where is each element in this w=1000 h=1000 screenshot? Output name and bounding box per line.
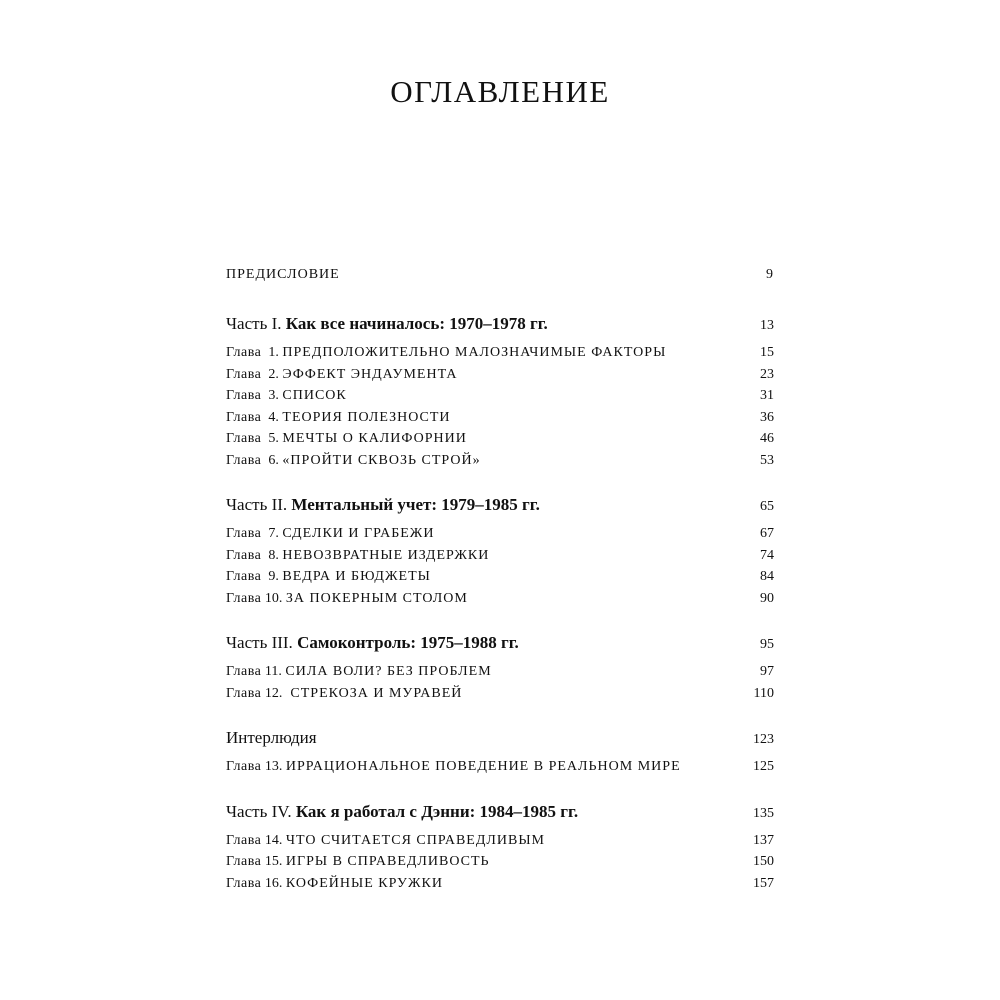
- chapter-word: Глава: [226, 366, 262, 382]
- chapter-heading: [226, 566, 431, 588]
- chapter-page-number: 31: [760, 388, 774, 403]
- chapter-title: ИРРАЦИОНАЛЬНОЕ ПОВЕДЕНИЕ В РЕАЛЬНОМ МИРЕ: [285, 759, 681, 774]
- chapter-heading: [226, 342, 666, 364]
- chapter-word: Глава: [226, 664, 262, 679]
- chapter-title: ПРЕДПОЛОЖИТЕЛЬНО МАЛОЗНАЧИМЫЕ ФАКТОРЫ: [282, 345, 667, 360]
- chapter-page-number: 97: [760, 664, 774, 679]
- toc-preface-entry[interactable]: [226, 264, 774, 286]
- chapter-word: Глава: [226, 854, 262, 869]
- chapter-title: «ПРОЙТИ СКВОЗЬ СТРОЙ»: [282, 452, 481, 468]
- chapter-page-number: 74: [760, 547, 774, 563]
- toc-chapter-entry[interactable]: [226, 407, 774, 429]
- chapter-title: СИЛА ВОЛИ? БЕЗ ПРОБЛЕМ: [285, 664, 492, 679]
- chapter-title: ЗА ПОКЕРНЫМ СТОЛОМ: [285, 590, 468, 606]
- chapter-heading: [226, 873, 443, 895]
- chapter-number: 12.: [264, 685, 283, 701]
- chapter-page-number: 23: [760, 366, 774, 382]
- chapter-number: 15.: [264, 854, 283, 869]
- chapter-heading: [226, 450, 481, 472]
- part-page-number: 95: [760, 637, 774, 652]
- chapter-heading: [226, 756, 681, 778]
- chapter-number: 13.: [264, 759, 283, 774]
- chapter-number: 8.: [264, 547, 279, 563]
- part-label: Часть III.: [226, 633, 293, 652]
- toc-chapter-entry[interactable]: [226, 661, 774, 683]
- chapter-heading: [226, 661, 492, 683]
- chapter-word: Глава: [226, 590, 262, 606]
- chapter-heading: [226, 830, 545, 852]
- toc-chapter-entry[interactable]: [226, 523, 774, 545]
- chapter-number: 2.: [264, 366, 279, 382]
- chapter-page-number: 36: [760, 409, 774, 425]
- chapter-word: Глава: [226, 569, 262, 584]
- toc-part-entry[interactable]: [226, 631, 774, 655]
- chapter-title: ИГРЫ В СПРАВЕДЛИВОСТЬ: [285, 854, 490, 869]
- chapter-page-number: 84: [760, 569, 774, 584]
- chapter-number: 5.: [264, 431, 279, 446]
- toc-part-entry[interactable]: [226, 493, 774, 517]
- chapter-heading: [226, 407, 451, 429]
- chapter-heading: [226, 545, 489, 567]
- chapter-word: Глава: [226, 547, 262, 563]
- page-title: ОГЛАВЛЕНИЕ: [390, 74, 610, 109]
- chapter-number: 11.: [264, 664, 282, 679]
- chapter-number: 10.: [264, 590, 283, 606]
- toc-chapter-entry[interactable]: [226, 851, 774, 873]
- part-page-number: 65: [760, 499, 774, 514]
- part-title: Ментальный учет: 1979–1985 гг.: [291, 495, 540, 514]
- chapter-number: 6.: [264, 452, 279, 468]
- chapter-page-number: 150: [753, 854, 774, 869]
- toc-chapter-entry[interactable]: [226, 830, 774, 852]
- chapter-heading: [226, 523, 434, 545]
- part-label: Часть II.: [226, 495, 288, 514]
- toc-chapter-entry[interactable]: [226, 450, 774, 472]
- chapter-number: 3.: [264, 388, 279, 403]
- toc-part-entry[interactable]: [226, 312, 774, 336]
- chapter-page-number: 137: [753, 832, 774, 848]
- chapter-word: Глава: [226, 409, 262, 425]
- chapter-heading: [226, 428, 467, 450]
- chapter-page-number: 53: [760, 452, 774, 468]
- chapter-word: Глава: [226, 431, 262, 446]
- toc-chapter-entry[interactable]: [226, 385, 774, 407]
- toc-chapter-entry[interactable]: [226, 873, 774, 895]
- chapter-title: СПИСОК: [282, 388, 347, 403]
- chapter-number: 14.: [264, 832, 283, 848]
- chapter-word: Глава: [226, 388, 262, 403]
- chapter-page-number: 157: [753, 875, 774, 891]
- chapter-heading: [226, 851, 490, 873]
- toc-chapter-entry[interactable]: [226, 545, 774, 567]
- toc-part-entry[interactable]: [226, 726, 774, 750]
- chapter-page-number: 67: [760, 526, 774, 541]
- chapter-page-number: 15: [760, 345, 774, 360]
- chapter-title: СТРЕКОЗА И МУРАВЕЙ: [285, 685, 463, 701]
- chapter-word: Глава: [226, 832, 262, 848]
- chapter-title: МЕЧТЫ О КАЛИФОРНИИ: [282, 431, 467, 446]
- chapter-heading: [226, 364, 458, 386]
- toc-chapter-entry[interactable]: [226, 342, 774, 364]
- chapter-word: Глава: [226, 345, 262, 360]
- part-title: Самоконтроль: 1975–1988 гг.: [297, 633, 519, 652]
- part-page-number: 123: [753, 732, 774, 747]
- chapter-page-number: 46: [760, 431, 774, 446]
- toc-chapter-entry[interactable]: [226, 428, 774, 450]
- chapter-number: 7.: [264, 526, 279, 541]
- chapter-title: ЧТО СЧИТАЕТСЯ СПРАВЕДЛИВЫМ: [285, 832, 546, 848]
- toc-chapter-entry[interactable]: [226, 683, 774, 705]
- chapter-number: 9.: [264, 569, 279, 584]
- toc-chapter-entry[interactable]: [226, 566, 774, 588]
- chapter-title: КОФЕЙНЫЕ КРУЖКИ: [285, 875, 443, 891]
- chapter-heading: [226, 683, 462, 705]
- chapter-title: ВЕДРА И БЮДЖЕТЫ: [282, 569, 431, 584]
- chapter-title: ЭФФЕКТ ЭНДАУМЕНТА: [282, 366, 458, 382]
- part-heading: [226, 631, 519, 655]
- part-label: Часть IV.: [226, 801, 292, 821]
- chapter-title: ТЕОРИЯ ПОЛЕЗНОСТИ: [282, 409, 451, 425]
- chapter-word: Глава: [226, 526, 262, 541]
- toc-chapter-entry[interactable]: [226, 756, 774, 778]
- part-page-number: 135: [753, 805, 774, 821]
- part-title: Как я работал с Дэнни: 1984–1985 гг.: [295, 801, 579, 821]
- preface-label: ПРЕДИСЛОВИЕ: [226, 267, 340, 282]
- chapter-title: СДЕЛКИ И ГРАБЕЖИ: [282, 526, 435, 541]
- part-heading: [226, 312, 548, 336]
- chapter-word: Глава: [226, 452, 262, 468]
- chapter-heading: [226, 588, 468, 610]
- chapter-page-number: 110: [753, 685, 774, 701]
- chapter-page-number: 90: [760, 590, 774, 606]
- chapter-heading: [226, 385, 347, 407]
- part-heading: [226, 726, 317, 750]
- chapter-title: НЕВОЗВРАТНЫЕ ИЗДЕРЖКИ: [282, 547, 490, 563]
- part-heading: [226, 800, 578, 824]
- chapter-page-number: 125: [753, 759, 774, 774]
- chapter-number: 16.: [264, 875, 283, 891]
- chapter-word: Глава: [226, 875, 262, 891]
- chapter-number: 4.: [264, 409, 279, 425]
- toc-chapter-entry[interactable]: [226, 364, 774, 386]
- toc-part-entry[interactable]: [226, 800, 774, 824]
- preface-page-number: 9: [766, 267, 774, 282]
- toc-parts: [226, 312, 774, 894]
- table-of-contents: [226, 264, 774, 894]
- part-label: Интерлюдия: [226, 728, 317, 747]
- part-heading: [226, 493, 540, 517]
- chapter-word: Глава: [226, 759, 262, 774]
- chapter-word: Глава: [226, 685, 262, 701]
- part-label: Часть I.: [226, 314, 282, 333]
- part-page-number: 13: [760, 318, 774, 333]
- part-title: Как все начиналось: 1970–1978 гг.: [285, 314, 548, 333]
- toc-chapter-entry[interactable]: [226, 588, 774, 610]
- chapter-number: 1.: [264, 345, 279, 360]
